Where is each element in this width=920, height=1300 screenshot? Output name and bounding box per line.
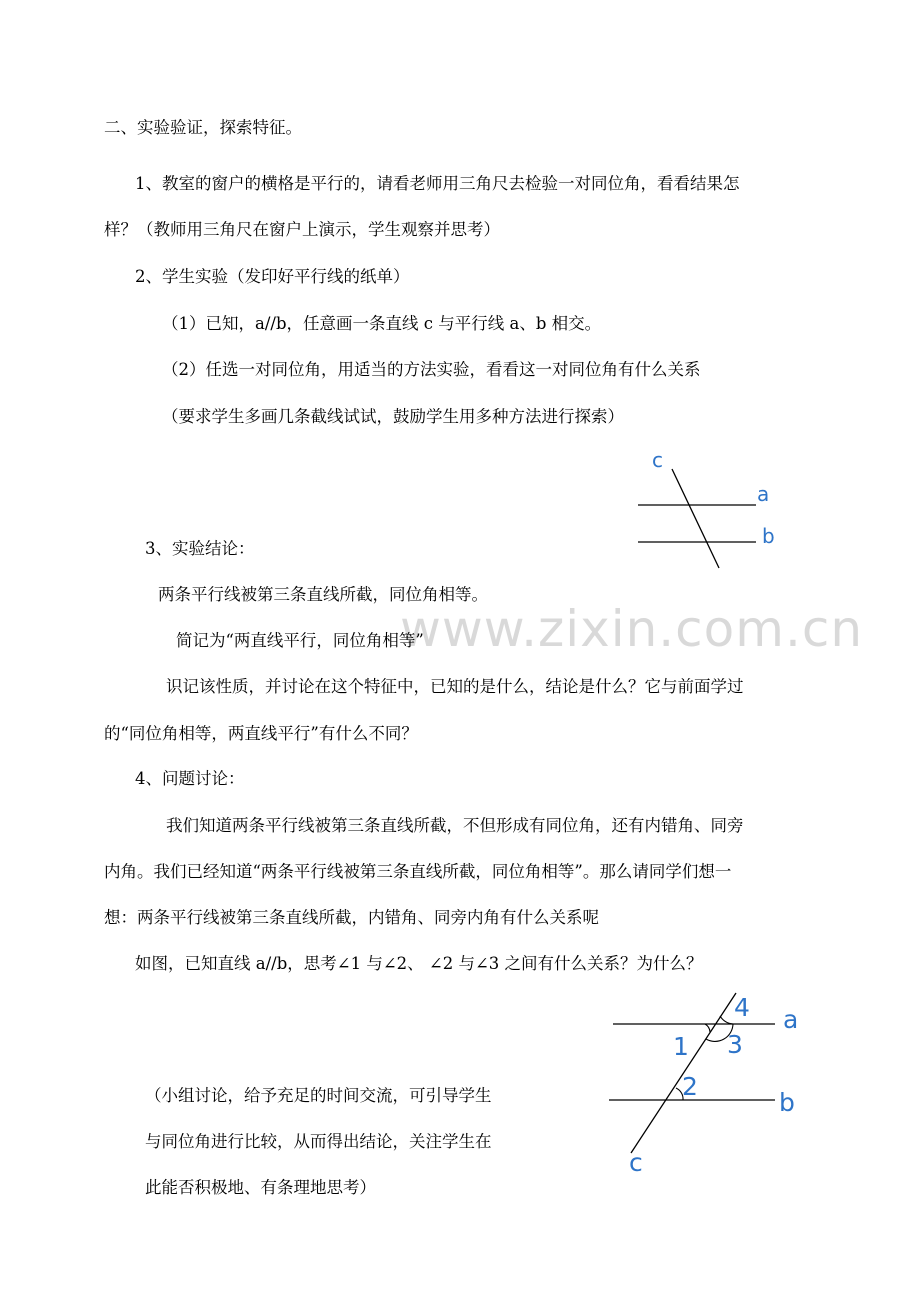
watermark: www.zixin.com.cn [400, 600, 864, 658]
item3-statement: 两条平行线被第三条直线所截，同位角相等。 [158, 585, 488, 604]
figure-angles [600, 985, 830, 1185]
figure2-label-c: c [629, 1148, 643, 1177]
figure-parallel-lines [630, 445, 790, 580]
item3-discuss2: 的“同位角相等，两直线平行”有什么不同？ [104, 724, 418, 743]
item4-para1: 我们知道两条平行线被第三条直线所截，不但形成有同位角，还有内错角、同旁 [166, 816, 744, 835]
item3-short: 简记为“两直线平行，同位角相等” [176, 631, 424, 650]
figure2-label-2: 2 [682, 1072, 698, 1101]
item2-step1: （1）已知，a//b，任意画一条直线 c 与平行线 a、b 相交。 [162, 314, 602, 333]
figure2-label-3: 3 [727, 1030, 743, 1059]
item4-group3: 此能否积极地、有条理地思考） [145, 1178, 376, 1197]
item2-note: （要求学生多画几条截线试试，鼓励学生用多种方法进行探索） [162, 407, 624, 426]
item2-title: 2、学生实验（发印好平行线的纸单） [135, 267, 410, 286]
item1-line2: 样？（教师用三角尺在窗户上演示，学生观察并思考） [104, 220, 500, 239]
transversal-c [672, 469, 719, 568]
figure1-label-c: c [652, 448, 663, 472]
item4-para2: 内角。我们已经知道“两条平行线被第三条直线所截，同位角相等”。那么请同学们想一 [104, 862, 732, 881]
item4-group1: （小组讨论，给予充足的时间交流，可引导学生 [145, 1086, 492, 1105]
section-title: 二、实验验证，探索特征。 [104, 118, 302, 137]
item4-question: 如图，已知直线 a//b，思考∠1 与∠2、 ∠2 与∠3 之间有什么关系？为什么？ [135, 954, 703, 973]
figure2-label-b: b [779, 1088, 795, 1117]
item3-title: 3、实验结论： [145, 539, 255, 558]
item1-line1: 1、教室的窗户的横格是平行的，请看老师用三角尺去检验一对同位角，看看结果怎 [135, 174, 740, 193]
item3-discuss1: 识记该性质，并讨论在这个特征中，已知的是什么，结论是什么？它与前面学过 [166, 677, 744, 696]
angle-4-arc [720, 1016, 733, 1024]
figure1-label-a: a [757, 482, 770, 506]
figure1-label-b: b [762, 524, 775, 548]
figure2-label-a: a [783, 1005, 799, 1034]
figure2-label-1: 1 [673, 1032, 689, 1061]
item4-para3: 想：两条平行线被第三条直线所截，内错角、同旁内角有什么关系呢 [104, 908, 599, 927]
angle-1-arc [705, 1024, 710, 1032]
item4-title: 4、问题讨论： [135, 769, 245, 788]
figure2-label-4: 4 [734, 993, 750, 1022]
item4-group2: 与同位角进行比较，从而得出结论，关注学生在 [145, 1132, 492, 1151]
item2-step2: （2）任选一对同位角，用适当的方法实验，看看这一对同位角有什么关系 [162, 360, 701, 379]
